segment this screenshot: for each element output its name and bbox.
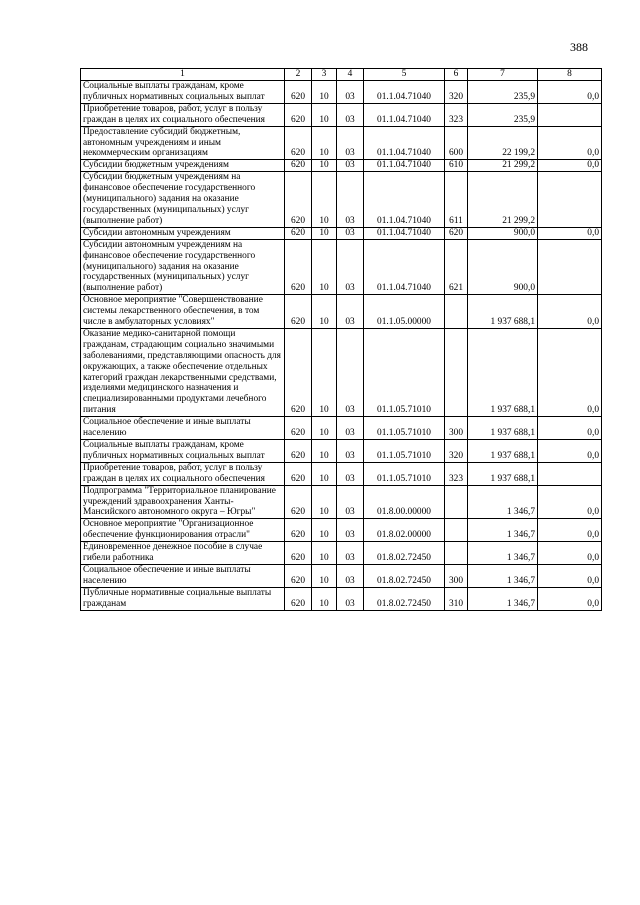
section-cell: 10: [312, 328, 337, 416]
amount-cell: 1 937 688,1: [468, 440, 538, 463]
section-cell: 10: [312, 295, 337, 329]
target-article-cell: 01.1.04.71040: [364, 239, 445, 295]
section-cell: 10: [312, 485, 337, 519]
code-gr-cell: 620: [285, 103, 312, 126]
subsection-cell: 03: [337, 227, 364, 239]
row-name-cell: Публичные нормативные социальные выплаты гражданам: [81, 587, 285, 610]
amount-extra-cell: 0,0: [538, 587, 602, 610]
table-row: [81, 564, 602, 587]
section-cell: 10: [312, 462, 337, 485]
target-article-cell: 01.8.00.00000: [364, 485, 445, 519]
amount-cell: 900,0: [468, 239, 538, 295]
code-gr-cell: 620: [285, 542, 312, 565]
amount-cell: 22 199,2: [468, 126, 538, 160]
code-gr-cell: 620: [285, 485, 312, 519]
section-cell: 10: [312, 587, 337, 610]
section-cell: 10: [312, 440, 337, 463]
table-body: [81, 81, 602, 611]
amount-cell: 235,9: [468, 81, 538, 104]
subsection-cell: 03: [337, 160, 364, 172]
section-cell: 10: [312, 160, 337, 172]
subsection-cell: 03: [337, 587, 364, 610]
amount-cell: 1 346,7: [468, 519, 538, 542]
amount-extra-cell: 0,0: [538, 328, 602, 416]
expense-type-cell: 320: [445, 81, 468, 104]
target-article-cell: 01.1.05.71010: [364, 462, 445, 485]
section-cell: 10: [312, 542, 337, 565]
target-article-cell: 01.1.05.71010: [364, 417, 445, 440]
expense-type-cell: 310: [445, 587, 468, 610]
amount-extra-cell: 0,0: [538, 295, 602, 329]
column-header: 7: [468, 69, 538, 81]
table-row: [81, 485, 602, 519]
table-row: [81, 239, 602, 295]
code-gr-cell: 620: [285, 328, 312, 416]
expense-type-cell: 620: [445, 227, 468, 239]
code-gr-cell: 620: [285, 440, 312, 463]
column-header: 4: [337, 69, 364, 81]
subsection-cell: 03: [337, 462, 364, 485]
row-name-cell: Основное мероприятие "Совершенствование системы лекарственного обеспечения, в том числе в амбулаторных условиях": [81, 295, 285, 329]
target-article-cell: 01.8.02.72450: [364, 542, 445, 565]
code-gr-cell: 620: [285, 160, 312, 172]
expense-type-cell: [445, 295, 468, 329]
amount-extra-cell: 0,0: [538, 519, 602, 542]
table-row: [81, 227, 602, 239]
expense-type-cell: 610: [445, 160, 468, 172]
amount-cell: 1 937 688,1: [468, 462, 538, 485]
amount-cell: 1 346,7: [468, 564, 538, 587]
expense-type-cell: 600: [445, 126, 468, 160]
code-gr-cell: 620: [285, 126, 312, 160]
subsection-cell: 03: [337, 103, 364, 126]
column-header: 1: [81, 69, 285, 81]
row-name-cell: Социальное обеспечение и иные выплаты населению: [81, 564, 285, 587]
code-gr-cell: 620: [285, 227, 312, 239]
section-cell: 10: [312, 564, 337, 587]
section-cell: 10: [312, 126, 337, 160]
target-article-cell: 01.1.05.71010: [364, 328, 445, 416]
page-number: 388: [570, 40, 588, 54]
row-name-cell: Приобретение товаров, работ, услуг в пользу граждан в целях их социального обеспечения: [81, 462, 285, 485]
amount-extra-cell: 0,0: [538, 485, 602, 519]
target-article-cell: 01.1.05.71010: [364, 440, 445, 463]
amount-extra-cell: [538, 172, 602, 228]
column-header: 2: [285, 69, 312, 81]
amount-cell: 1 937 688,1: [468, 417, 538, 440]
column-header: 5: [364, 69, 445, 81]
amount-extra-cell: [538, 462, 602, 485]
target-article-cell: 01.1.04.71040: [364, 81, 445, 104]
table-row: [81, 172, 602, 228]
subsection-cell: 03: [337, 126, 364, 160]
amount-extra-cell: 0,0: [538, 126, 602, 160]
row-name-cell: Субсидии автономным учреждениям на финансовое обеспечение государственного (муниципального) задания на оказание государственных (муниципальных) услуг (выполнение работ): [81, 239, 285, 295]
expense-type-cell: 300: [445, 564, 468, 587]
code-gr-cell: 620: [285, 587, 312, 610]
table-row: [81, 126, 602, 160]
section-cell: 10: [312, 81, 337, 104]
amount-cell: 1 937 688,1: [468, 295, 538, 329]
expense-type-cell: 320: [445, 440, 468, 463]
table-row: [81, 587, 602, 610]
table-row: [81, 417, 602, 440]
amount-cell: 1 937 688,1: [468, 328, 538, 416]
amount-extra-cell: 0,0: [538, 227, 602, 239]
row-name-cell: Субсидии бюджетным учреждениям: [81, 160, 285, 172]
amount-cell: 1 346,7: [468, 542, 538, 565]
target-article-cell: 01.1.04.71040: [364, 227, 445, 239]
code-gr-cell: 620: [285, 172, 312, 228]
target-article-cell: 01.1.05.00000: [364, 295, 445, 329]
row-name-cell: Социальные выплаты гражданам, кроме публичных нормативных социальных выплат: [81, 81, 285, 104]
subsection-cell: 03: [337, 239, 364, 295]
code-gr-cell: 620: [285, 81, 312, 104]
subsection-cell: 03: [337, 81, 364, 104]
amount-extra-cell: 0,0: [538, 81, 602, 104]
amount-cell: 235,9: [468, 103, 538, 126]
subsection-cell: 03: [337, 485, 364, 519]
table-row: [81, 103, 602, 126]
amount-extra-cell: 0,0: [538, 564, 602, 587]
budget-table: [80, 68, 602, 611]
subsection-cell: 03: [337, 295, 364, 329]
expense-type-cell: 300: [445, 417, 468, 440]
expense-type-cell: 621: [445, 239, 468, 295]
target-article-cell: 01.1.04.71040: [364, 160, 445, 172]
amount-extra-cell: [538, 239, 602, 295]
column-header: 8: [538, 69, 602, 81]
row-name-cell: Социальное обеспечение и иные выплаты населению: [81, 417, 285, 440]
table-row: [81, 328, 602, 416]
table-row: [81, 542, 602, 565]
section-cell: 10: [312, 239, 337, 295]
table-row: [81, 462, 602, 485]
section-cell: 10: [312, 227, 337, 239]
expense-type-cell: 323: [445, 103, 468, 126]
amount-extra-cell: [538, 103, 602, 126]
row-name-cell: Субсидии автономным учреждениям: [81, 227, 285, 239]
amount-cell: 21 299,2: [468, 160, 538, 172]
subsection-cell: 03: [337, 542, 364, 565]
table-header-row: [81, 69, 602, 81]
section-cell: 10: [312, 103, 337, 126]
subsection-cell: 03: [337, 172, 364, 228]
amount-cell: 21 299,2: [468, 172, 538, 228]
table-row: [81, 295, 602, 329]
amount-extra-cell: 0,0: [538, 417, 602, 440]
expense-type-cell: [445, 542, 468, 565]
target-article-cell: 01.1.04.71040: [364, 103, 445, 126]
code-gr-cell: 620: [285, 417, 312, 440]
target-article-cell: 01.1.04.71040: [364, 126, 445, 160]
subsection-cell: 03: [337, 417, 364, 440]
target-article-cell: 01.8.02.72450: [364, 587, 445, 610]
subsection-cell: 03: [337, 519, 364, 542]
section-cell: 10: [312, 172, 337, 228]
expense-type-cell: [445, 328, 468, 416]
subsection-cell: 03: [337, 440, 364, 463]
table-row: [81, 160, 602, 172]
table-row: [81, 440, 602, 463]
code-gr-cell: 620: [285, 564, 312, 587]
target-article-cell: 01.1.04.71040: [364, 172, 445, 228]
amount-cell: 1 346,7: [468, 485, 538, 519]
subsection-cell: 03: [337, 564, 364, 587]
row-name-cell: Предоставление субсидий бюджетным, автономным учреждениям и иным некоммерческим организациям: [81, 126, 285, 160]
column-header: 6: [445, 69, 468, 81]
row-name-cell: Приобретение товаров, работ, услуг в пользу граждан в целях их социального обеспечения: [81, 103, 285, 126]
expense-type-cell: 611: [445, 172, 468, 228]
code-gr-cell: 620: [285, 519, 312, 542]
expense-type-cell: [445, 485, 468, 519]
code-gr-cell: 620: [285, 239, 312, 295]
row-name-cell: Социальные выплаты гражданам, кроме публичных нормативных социальных выплат: [81, 440, 285, 463]
subsection-cell: 03: [337, 328, 364, 416]
expense-type-cell: 323: [445, 462, 468, 485]
row-name-cell: Единовременное денежное пособие в случае гибели работника: [81, 542, 285, 565]
table-row: [81, 519, 602, 542]
table-row: [81, 81, 602, 104]
amount-cell: 1 346,7: [468, 587, 538, 610]
amount-extra-cell: 0,0: [538, 542, 602, 565]
column-header: 3: [312, 69, 337, 81]
amount-cell: 900,0: [468, 227, 538, 239]
code-gr-cell: 620: [285, 295, 312, 329]
row-name-cell: Основное мероприятие "Организационное обеспечение функционирования отрасли": [81, 519, 285, 542]
section-cell: 10: [312, 519, 337, 542]
row-name-cell: Оказание медико-санитарной помощи гражданам, страдающим социально значимыми заболеваниями, представляющими опасность для окружающих, а также обеспечение отдельных категорий граждан лекарственными средствами, изделиями медицинского назначения и специализированными продуктами лечебного питания: [81, 328, 285, 416]
expense-type-cell: [445, 519, 468, 542]
section-cell: 10: [312, 417, 337, 440]
code-gr-cell: 620: [285, 462, 312, 485]
row-name-cell: Субсидии бюджетным учреждениям на финансовое обеспечение государственного (муниципального) задания на оказание государственных (муниципальных) услуг (выполнение работ): [81, 172, 285, 228]
amount-extra-cell: 0,0: [538, 160, 602, 172]
amount-extra-cell: 0,0: [538, 440, 602, 463]
row-name-cell: Подпрограмма "Территориальное планирование учреждений здравоохранения Ханты-Мансийского автономного округа – Югры": [81, 485, 285, 519]
target-article-cell: 01.8.02.00000: [364, 519, 445, 542]
target-article-cell: 01.8.02.72450: [364, 564, 445, 587]
